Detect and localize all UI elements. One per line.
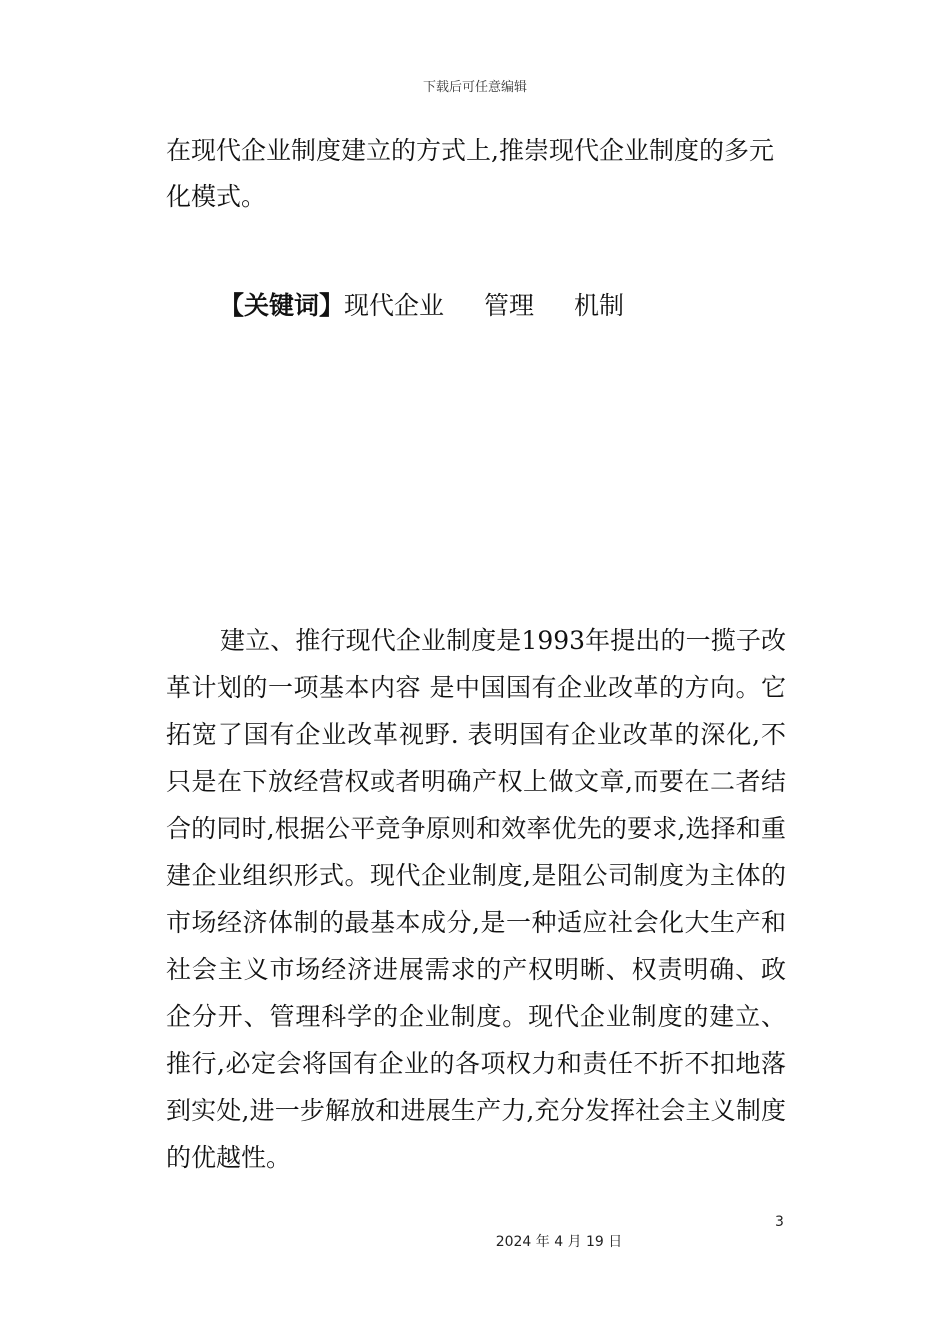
footer-date: 2024 年 4 月 19 日 [495, 1234, 623, 1250]
keyword-term: 机制 [574, 291, 625, 320]
keyword-term: 管理 [484, 291, 535, 320]
keywords-line [219, 283, 819, 329]
header-note: 下载后可任意编辑 [422, 80, 527, 95]
abstract-tail-text: 在现代企业制度建立的方式上,推崇现代企业制度的多元化模式。 [166, 136, 774, 211]
keywords-label: 【关键词】 [219, 291, 345, 320]
keyword-term: 现代企业 [344, 291, 445, 320]
body-paragraph: 建立、推行现代企业制度是1993年提出的一揽子改革计划的一项基本内容 是中国国有企业改革的方向。它拓宽了国有企业改革视野. 表明国有企业改革的深化,不只是在下放经营权或者明确产权上做文章,而要在二者结合的同时,根据公平竞争原则和效率优先的要求,选择和重建企业组织形式。现代企业制度,是阻公司制度为主体的市场经济体制的最基本成分,是一种适应社会化大生产和社会主义市场经济进展需求的产权明晰、权责明确、政企分开、管理科学的企业制度。现代企业制度的建立、推行,必定会将国有企业的各项权力和责任不折不扣地落到实处,进一步解放和进展生产力,充分发挥社会主义制度的优越性。 [166, 626, 786, 1172]
page-number: 3 [775, 1214, 784, 1230]
